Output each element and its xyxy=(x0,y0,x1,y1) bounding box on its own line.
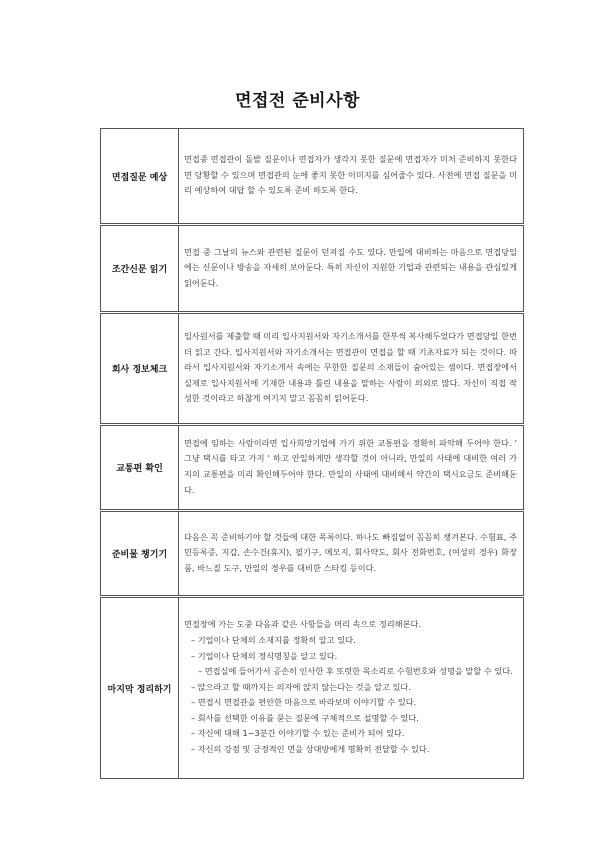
table-row xyxy=(101,225,524,313)
table-row xyxy=(101,129,524,225)
row-label: 마지막 정리하기 xyxy=(101,597,179,779)
list-item: – 회사를 선택한 이유를 묻는 질문에 구체적으로 설명할 수 있다. xyxy=(191,712,419,723)
row-content: 다음은 꼭 준비하기야 할 것들에 대한 목록이다. 하나도 빠짐없이 꼼꼼히 챙겨본다. 수험표, 주민등록증, 지갑, 손수건(휴지), 필기구, 메모지, 회사약도, 회사 전화번호, (여성의 경우) 화장품, 바느질 도구, 만일의 경우를 대비한 스타킹 등이다. xyxy=(179,511,524,597)
row-label: 회사 정보체크 xyxy=(101,313,179,425)
table-row xyxy=(101,313,524,425)
row-label: 조간신문 읽기 xyxy=(101,225,179,313)
table-row xyxy=(101,511,524,597)
row-content: 면접 중 그날의 뉴스와 관련된 질문이 던져질 수도 있다. 만일에 대비하는 마음으로 면접당일에는 신문이나 방송을 자세히 보아둔다. 특히 자신이 지원한 기업과 관련되는 내용을 관심있게 읽어둔다. xyxy=(179,225,524,313)
list-item: – 자신의 강점 및 긍정적인 면을 상대방에게 명확히 전달할 수 있다. xyxy=(191,744,430,755)
row-label: 면접질문 예상 xyxy=(101,129,179,225)
table-row xyxy=(101,425,524,511)
checklist-intro: 면접장에 가는 도중 다음과 같은 사항들을 머리 속으로 정리해본다. xyxy=(184,619,421,630)
page-title: 면접전 준비사항 xyxy=(235,91,360,111)
list-item: – 기업이나 단체의 정식명칭을 알고 있다. xyxy=(191,650,338,661)
row-content: 입사원서를 제출할 때 미리 입사지원서와 자기소개서를 한부씩 복사해두었다가 면접당일 한번 더 읽고 간다. 입사지원서와 자기소개서는 면접관이 면접을 할 때 기초자료가 되는 것이다. 따라서 입사지원서와 자기소개서 속에는 무한한 질문의 소재들이 숨어있는 셈이다. 면접장에서 실제로 입사지원서에 기재한 내용과 틀린 내용을 말하는 사람이 의외로 많다. 자신이 직접 작성한 것이라고 하찮게 여기지 말고 꼼꼼히 읽어둔다. xyxy=(179,313,524,425)
list-item: – 면접실에 들어가서 공손히 인사한 후 또렷한 목소리로 수험번호와 성명을 말할 수 있다. xyxy=(198,666,513,677)
row-content: 면접중 면접관이 돌발 질문이나 면접자가 생각지 못한 질문에 면접자가 미처 준비하지 못한다면 당황할 수 있으며 면접관의 눈에 좋지 못한 이미지를 심어줄수 있다. 사전에 면접 질문을 미리 예상하여 대답 할 수 있도록 준비 하도록 한다. xyxy=(179,129,524,225)
row-label: 준비물 챙기기 xyxy=(101,511,179,597)
list-item: – 기업이나 단체의 소재지를 정확히 알고 있다. xyxy=(191,634,356,645)
table-row xyxy=(101,597,524,779)
list-item: – 자신에 대해 1~3분간 이야기할 수 있는 준비가 되어 있다. xyxy=(191,728,405,739)
list-item: – 면접시 면접관을 편안한 마음으로 바라보며 이야기할 수 있다. xyxy=(191,697,417,708)
preparation-table xyxy=(100,128,524,779)
list-item: – 앉으라고 할 때까지는 의자에 앉지 않는다는 것을 알고 있다. xyxy=(191,681,411,692)
row-label: 교통편 확인 xyxy=(101,425,179,511)
row-content xyxy=(179,597,524,779)
row-content: 면접에 임하는 사람이라면 입사희망기업에 가기 위한 교통편을 정확히 파악해 두어야 한다. ' 그냥 택시를 타고 가지 ' 하고 안일하게만 생각할 것이 아니라, 만일의 사태에 대비한 여러 가지의 교통편을 미리 확인해두어야 한다. 만일의 사태에 대비해서 약간의 택시요금도 준비해둔다. xyxy=(179,425,524,511)
